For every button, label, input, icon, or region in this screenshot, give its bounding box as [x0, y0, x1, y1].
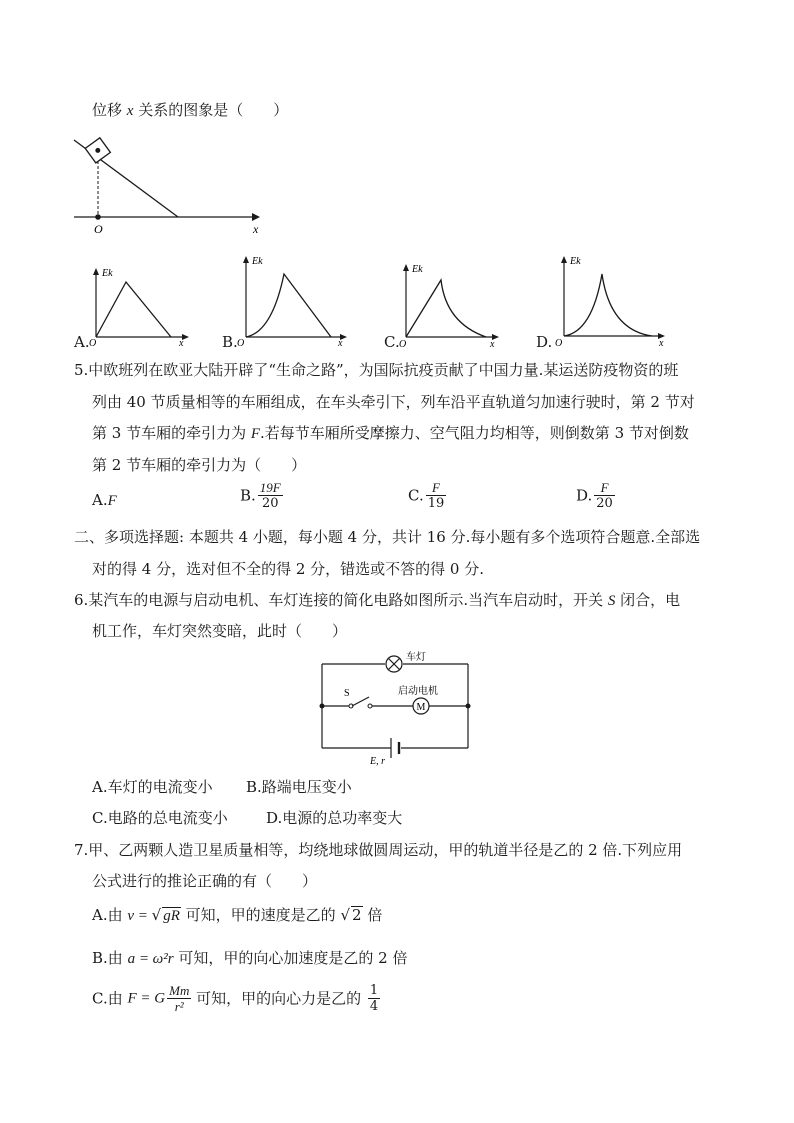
q7-a-root2: 2	[352, 906, 362, 924]
q6-line1	[74, 590, 680, 611]
q5-option-d	[576, 480, 615, 511]
section2-line1: 二、多项选择题: 本题共 4 小题，每小题 4 分，共计 16 分.每小题有多个选项符合题意.全部选	[74, 528, 701, 546]
graph-b-xlabel: x	[338, 338, 343, 349]
q7-a-sqrt-sign: √	[151, 906, 162, 924]
q7-a-lhs: v =	[127, 908, 152, 924]
intro-post: 关系的图象是（ ）	[138, 101, 289, 119]
graph-b-origin: O	[237, 338, 245, 349]
q5-option-b	[240, 480, 283, 511]
q5-option-c	[408, 480, 446, 511]
q7-a-root: gR	[163, 908, 180, 924]
q5-line3-post: .若每节车厢所受摩擦力、空气阻力均相等，则倒数第 3 节对倒数	[260, 424, 689, 442]
graph-c-origin: O	[399, 339, 407, 350]
q5-option-d-frac	[594, 480, 615, 511]
q5-option-a-text: F	[107, 493, 117, 509]
graph-c-ylabel: Ek	[412, 264, 423, 275]
q5-option-c-label: C.	[408, 486, 424, 505]
block	[85, 138, 110, 163]
graph-a	[86, 262, 196, 352]
origin-dot	[95, 214, 101, 220]
q5-option-c-num: F	[426, 480, 447, 496]
q5-option-d-label: D.	[576, 486, 593, 505]
q6-option-b: B.路端电压变小	[246, 778, 352, 796]
q7-c-quarter	[368, 983, 380, 1014]
graph-d-xlabel: x	[659, 338, 664, 349]
axis-arrow	[252, 213, 260, 221]
graph-d-letter: D.	[536, 333, 553, 351]
x-label: x	[253, 222, 259, 235]
q7-a-pre: A.由	[92, 906, 128, 924]
graph-c	[396, 258, 506, 353]
q5-line3-pre: 第 3 节车厢的牵引力为	[92, 424, 251, 442]
graph-a-xlabel: x	[179, 338, 184, 349]
motor-label: 启动电机	[398, 686, 438, 697]
q7-option-b	[92, 948, 407, 969]
intro-line	[92, 100, 288, 121]
q5-line4: 第 2 节车厢的牵引力为（ ）	[92, 456, 307, 474]
q6-line1-pre: 6.某汽车的电源与启动电机、车灯连接的简化电路如图所示.当汽车启动时，开关	[74, 591, 608, 609]
q6-var-s: S	[607, 593, 616, 609]
section2-line2: 对的得 4 分，选对但不全的得 2 分，错选或不答的得 0 分.	[92, 560, 485, 578]
q5-line3	[92, 423, 689, 444]
graph-b-ylabel: Ek	[252, 256, 263, 267]
q5-option-b-frac	[258, 480, 283, 511]
graph-d-ylabel: Ek	[570, 256, 581, 267]
q5-option-d-den: 20	[596, 496, 613, 511]
q7-c-frac	[167, 983, 191, 1014]
battery-label: E, r	[370, 756, 385, 767]
graph-a-ylabel: Ek	[102, 268, 113, 279]
q7-c-num: Mm	[169, 983, 190, 998]
intro-pre: 位移	[92, 101, 123, 119]
q7-c-den: r²	[174, 999, 184, 1014]
origin-label: O	[94, 222, 103, 235]
q5-option-a-label: A.	[92, 491, 108, 509]
q5-var-f: F	[250, 426, 261, 442]
q7-c-post: 可知，甲的向心力是乙的	[191, 989, 366, 1008]
graph-c-xlabel: x	[490, 339, 495, 350]
q7-c-quarter-num: 1	[369, 983, 379, 998]
lamp-label: 车灯	[406, 652, 426, 663]
switch-label: S	[344, 688, 350, 699]
q6-option-c: C.电路的总电流变小	[92, 809, 228, 827]
incline-figure	[68, 135, 268, 235]
q6-line2: 机工作，车灯突然变暗，此时（ ）	[92, 622, 348, 640]
graph-d	[552, 252, 672, 352]
q5-line2: 列由 40 节质量相等的车厢组成，在车头牵引下，列车沿平直轨道匀加速行驶时，第 2 节对	[92, 393, 695, 411]
q5-line1: 5.中欧班列在欧亚大陆开辟了“生命之路”，为国际抗疫贡献了中国力量.某运送防疫物资的班	[74, 361, 679, 379]
q7-c-lhs: F = G	[127, 990, 166, 1007]
lamp-icon	[386, 656, 402, 672]
graph-b	[234, 252, 354, 352]
q7-line1: 7.甲、乙两颗人造卫星质量相等，均绕地球做圆周运动，甲的轨道半径是乙的 2 倍.下列应用	[74, 841, 683, 859]
graph-a-origin: O	[89, 338, 97, 349]
q5-option-b-label: B.	[240, 486, 256, 505]
q5-option-c-den: 19	[427, 496, 445, 511]
q7-b-formula: a = ω²r	[127, 951, 174, 967]
q7-option-a	[92, 905, 382, 926]
q7-b-post: 可知，甲的向心加速度是乙的 2 倍	[173, 949, 408, 967]
graph-b-letter: B.	[222, 333, 238, 351]
graph-d-origin: O	[555, 338, 563, 349]
q6-line1-post: 闭合，电	[615, 591, 681, 609]
q7-line2: 公式进行的推论正确的有（ ）	[92, 872, 318, 890]
q5-option-d-num: F	[594, 480, 615, 496]
q6-option-d: D.电源的总功率变大	[266, 809, 403, 827]
q6-option-a: A.车灯的电流变小	[92, 778, 213, 796]
q7-c-pre: C.由	[92, 989, 128, 1008]
q7-option-c	[92, 983, 380, 1014]
graph-c-letter: C.	[384, 333, 400, 351]
graph-a-letter: A.	[74, 333, 90, 351]
q7-a-mid: 可知，甲的速度是乙的	[180, 906, 341, 924]
motor-symbol: M	[416, 702, 426, 713]
q5-option-b-num: 19F	[259, 480, 281, 495]
q5-option-b-den: 20	[262, 496, 279, 511]
q7-b-pre: B.由	[92, 949, 128, 967]
circuit-diagram	[314, 648, 484, 770]
motor-icon	[413, 698, 429, 714]
switch-icon	[352, 697, 369, 706]
q5-option-a	[92, 490, 117, 511]
q5-option-c-frac	[426, 480, 447, 511]
q7-a-sqrt2-sign: √	[340, 906, 350, 924]
intro-var: x	[126, 103, 134, 119]
q7-a-post: 倍	[362, 906, 383, 924]
q7-c-quarter-den: 4	[369, 999, 379, 1014]
battery-icon	[391, 738, 399, 758]
